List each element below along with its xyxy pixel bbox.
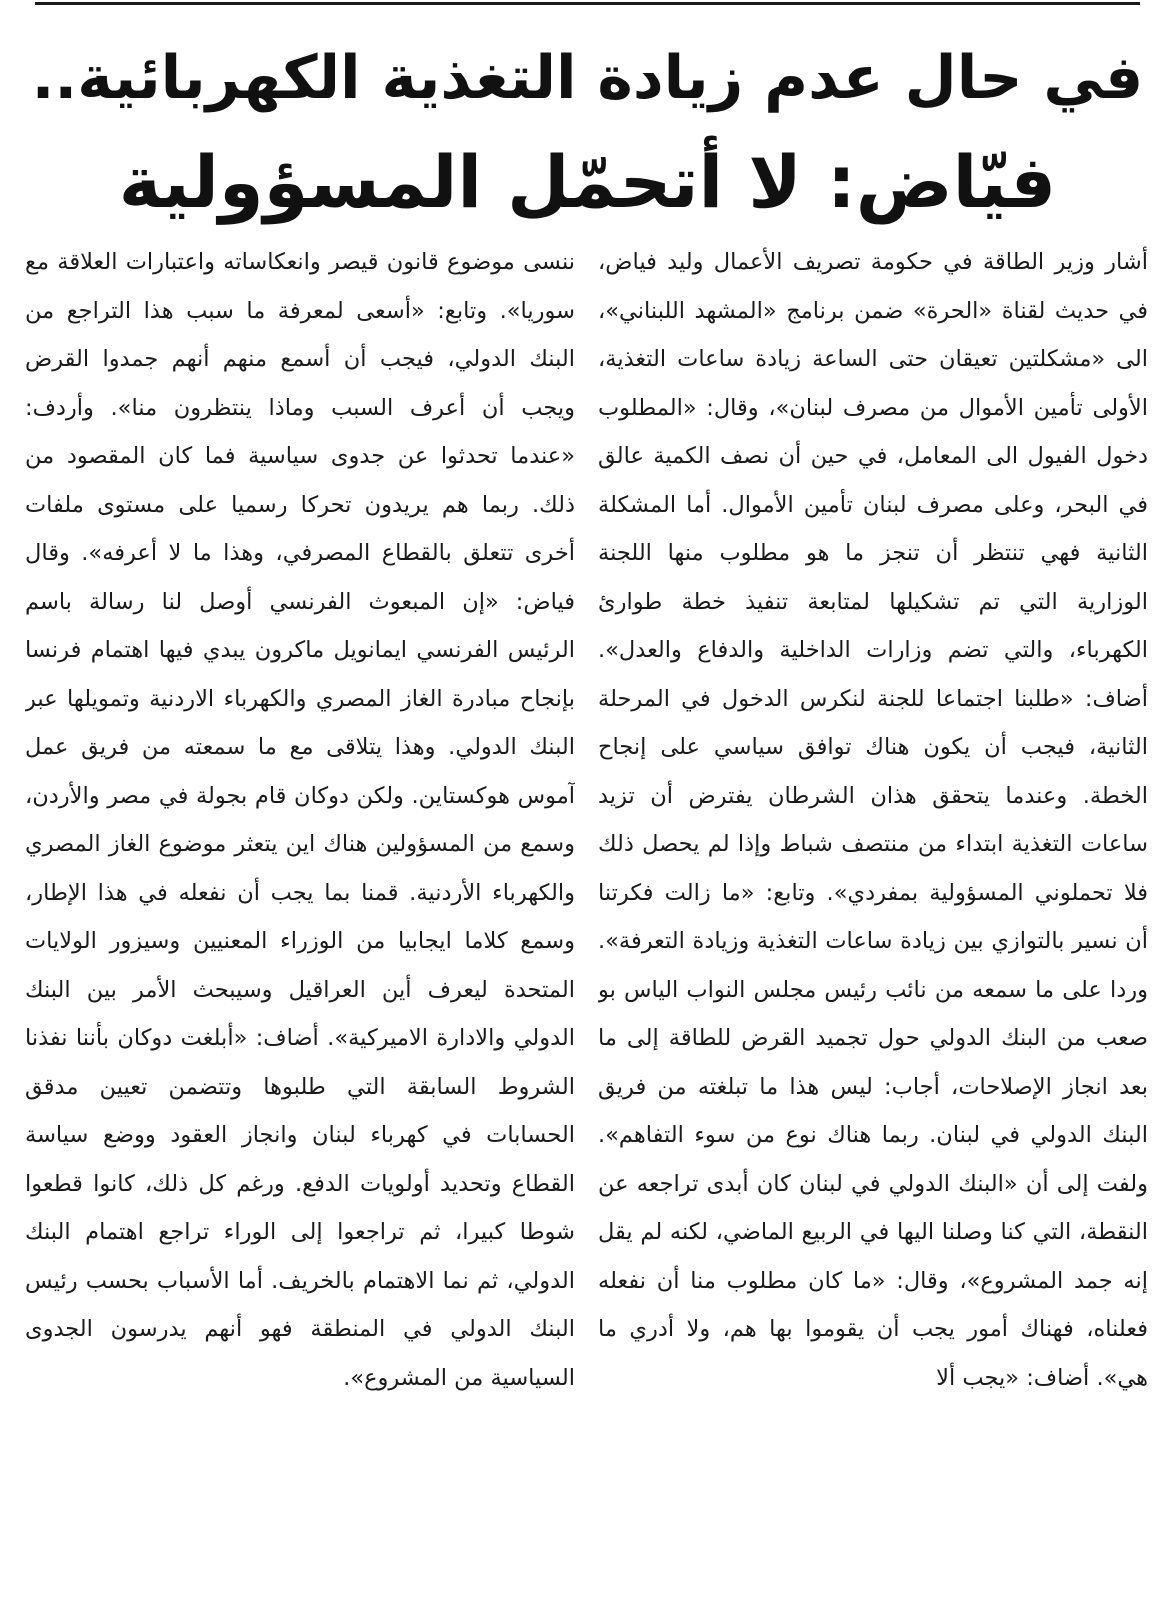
article-column-left	[25, 238, 575, 1588]
article-column-right	[598, 238, 1148, 1588]
top-rule	[35, 2, 1140, 5]
column-left-text: ننسى موضوع قانون قيصر وانعكاساته واعتبارات العلاقة مع سوريا». وتابع: «أسعى لمعرفة ما سبب هذا التراجع من البنك الدولي، فيجب أن أسمع منهم أنهم جمدوا القرض ويجب أن أعرف السبب وماذا ينتظرون منا». وأردف: «عندما تحدثوا عن جدوى سياسية فما كان المقصود من ذلك. ربما هم يريدون تحركا رسميا على مستوى ملفات أخرى تتعلق بالقطاع المصرفي، وهذا ما لا أعرفه». وقال فياض: «إن المبعوث الفرنسي أوصل لنا رسالة باسم الرئيس الفرنسي ايمانويل ماكرون يبدي فيها اهتمام فرنسا بإنجاح مبادرة الغاز المصري والكهرباء الاردنية وتمويلها عبر البنك الدولي. وهذا يتلاقى مع ما سمعته من فريق عمل آموس هوكستاين. ولكن دوكان قام بجولة في مصر والأردن، وسمع من المسؤولين هناك اين يتعثر موضوع الغاز المصري والكهرباء الأردنية. قمنا بما يجب أن نفعله في هذا الإطار، وسمع كلاما ايجابيا من الوزراء المعنيين وسيزور الولايات المتحدة ليعرف أين العراقيل وسيبحث الأمر بين البنك الدولي والادارة الاميركية». أضاف: «أبلغت دوكان بأننا نفذنا الشروط السابقة التي طلبوها وتتضمن تعيين مدقق الحسابات في كهرباء لبنان وانجاز العقود ووضع سياسة القطاع وتحديد أولويات الدفع. ورغم كل ذلك، كانوا قطعوا شوطا كبيرا، ثم تراجعوا إلى الوراء تراجع اهتمام البنك الدولي، ثم نما الاهتمام بالخريف. أما الأسباب بحسب رئيس البنك الدولي في المنطقة فهو أنهم يدرسون الجدوى السياسية من المشروع».	[25, 249, 575, 1391]
headline-line-2: فيّاض: لا أتحمّل المسؤولية	[118, 140, 1057, 224]
column-right-text: أشار وزير الطاقة في حكومة تصريف الأعمال وليد فياض، في حديث لقناة «الحرة» ضمن برنامج «المشهد اللبناني»، الى «مشكلتين تعيقان حتى الساعة زيادة ساعات التغذية، الأولى تأمين الأموال من مصرف لبنان»، وقال: «المطلوب دخول الفيول الى المعامل، في حين أن نصف الكمية عالق في البحر، وعلى مصرف لبنان تأمين الأموال. أما المشكلة الثانية فهي تنتظر أن تنجز ما هو مطلوب منها اللجنة الوزارية التي تم تشكيلها لمتابعة تنفيذ خطة طوارئ الكهرباء، والتي تضم وزارات الداخلية والدفاع والعدل». أضاف: «طلبنا اجتماعا للجنة لنكرس الدخول في المرحلة الثانية، فيجب أن يكون هناك توافق سياسي على إنجاح الخطة. وعندما يتحقق هذان الشرطان يفترض أن تزيد ساعات التغذية ابتداء من منتصف شباط وإذا لم يحصل ذلك فلا تحملوني المسؤولية بمفردي». وتابع: «ما زالت فكرتنا أن نسير بالتوازي بين زيادة ساعات التغذية وزيادة التعرفة». وردا على ما سمعه من نائب رئيس مجلس النواب الياس بو صعب من البنك الدولي حول تجميد القرض للطاقة إلى ما بعد انجاز الإصلاحات، أجاب: ليس هذا ما تبلغته من فريق البنك الدولي في لبنان. ربما هناك نوع من سوء التفاهم». ولفت إلى أن «البنك الدولي في لبنان كان أبدى تراجعه عن النقطة، التي كنا وصلنا اليها في الربيع الماضي، لكنه لم يقل إنه جمد المشروع»، وقال: «ما كان مطلوب منا أن نفعله فعلناه، فهناك أمور يجب أن يقوموا بها هم، ولا أدري ما هي». أضاف: «يجب ألا	[598, 249, 1148, 1391]
headline-line-1: في حال عدم زيادة التغذية الكهربائية..	[31, 43, 1144, 113]
headline	[30, 26, 1145, 234]
